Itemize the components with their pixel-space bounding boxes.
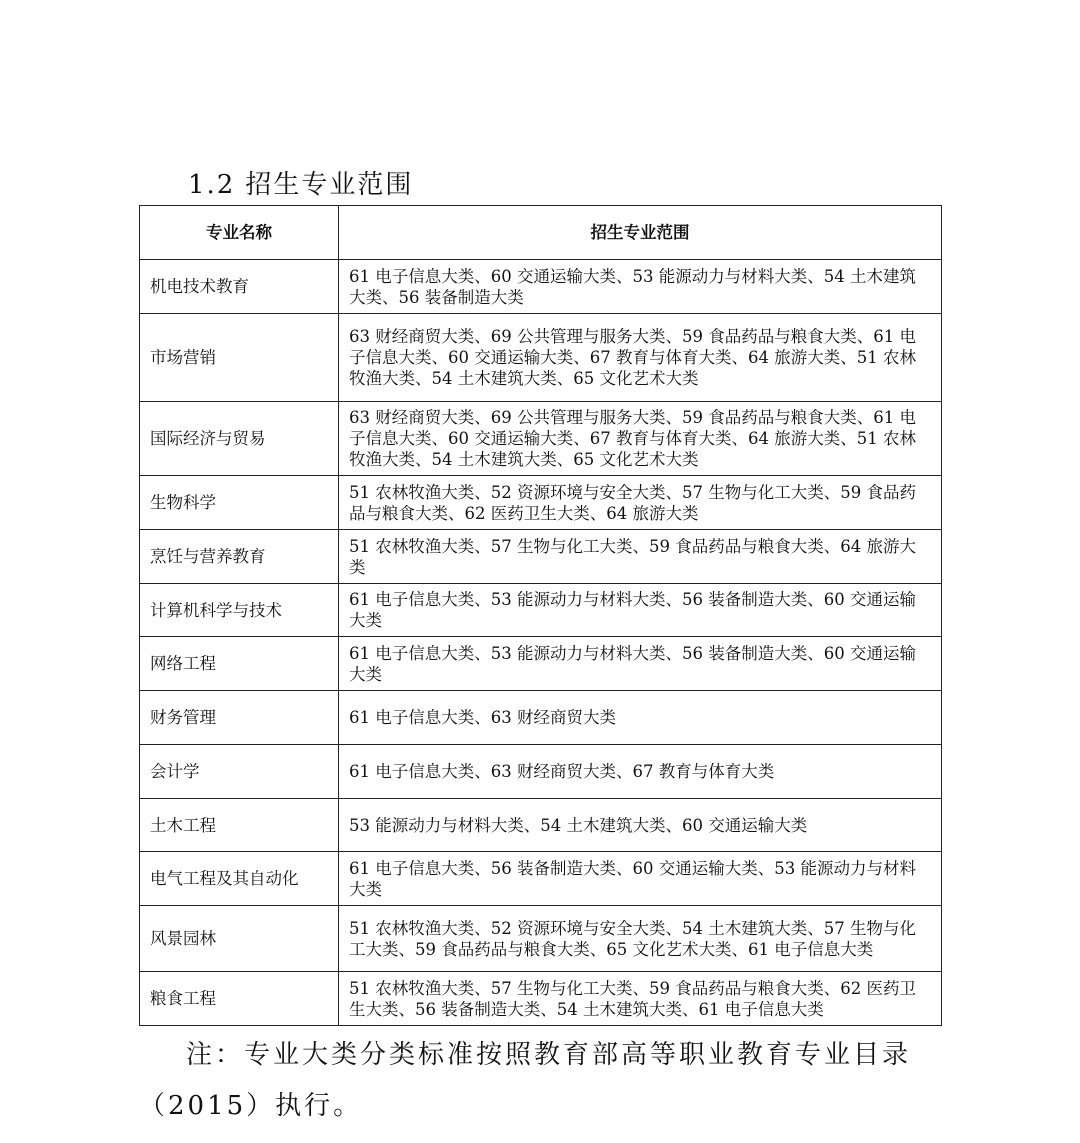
table-row (140, 906, 942, 972)
table-row (140, 584, 942, 637)
enrollment-scope-cell: 61 电子信息大类、63 财经商贸大类 (339, 691, 942, 745)
section-number: 1.2 (188, 170, 236, 200)
major-name-cell: 风景园林 (140, 906, 339, 972)
major-name-cell: 生物科学 (140, 476, 339, 530)
enrollment-scope-cell: 61 电子信息大类、60 交通运输大类、53 能源动力与材料大类、54 土木建筑大类、56 装备制造大类 (339, 260, 942, 314)
enrollment-scope-cell: 51 农林牧渔大类、52 资源环境与安全大类、57 生物与化工大类、59 食品药品与粮食大类、62 医药卫生大类、64 旅游大类 (339, 476, 942, 530)
major-name-cell: 机电技术教育 (140, 260, 339, 314)
major-name-cell: 网络工程 (140, 637, 339, 691)
table-row (140, 260, 942, 314)
column-header-enrollment-scope: 招生专业范围 (339, 206, 942, 260)
major-name-cell: 国际经济与贸易 (140, 402, 339, 476)
enrollment-scope-cell: 63 财经商贸大类、69 公共管理与服务大类、59 食品药品与粮食大类、61 电子信息大类、60 交通运输大类、67 教育与体育大类、64 旅游大类、51 农林牧渔大类、54 土木建筑大类、65 文化艺术大类 (339, 314, 942, 402)
major-name-cell: 市场营销 (140, 314, 339, 402)
section-heading (188, 166, 413, 204)
major-name-cell: 会计学 (140, 745, 339, 799)
table-row (140, 799, 942, 852)
major-name-cell: 电气工程及其自动化 (140, 852, 339, 906)
table-row (140, 745, 942, 799)
table-row (140, 691, 942, 745)
major-name-cell: 土木工程 (140, 799, 339, 852)
table-row (140, 402, 942, 476)
majors-table (139, 205, 942, 1026)
enrollment-scope-cell: 51 农林牧渔大类、57 生物与化工大类、59 食品药品与粮食大类、62 医药卫生大类、56 装备制造大类、54 土木建筑大类、61 电子信息大类 (339, 972, 942, 1026)
table-row (140, 852, 942, 906)
table-row (140, 972, 942, 1026)
note-line-2: （2015）执行。 (139, 1091, 363, 1121)
enrollment-scope-cell: 61 电子信息大类、53 能源动力与材料大类、56 装备制造大类、60 交通运输大类 (339, 637, 942, 691)
major-name-cell: 烹饪与营养教育 (140, 530, 339, 584)
enrollment-scope-cell: 51 农林牧渔大类、57 生物与化工大类、59 食品药品与粮食大类、64 旅游大类 (339, 530, 942, 584)
table-row (140, 637, 942, 691)
enrollment-scope-cell: 63 财经商贸大类、69 公共管理与服务大类、59 食品药品与粮食大类、61 电子信息大类、60 交通运输大类、67 教育与体育大类、64 旅游大类、51 农林牧渔大类、54 土木建筑大类、65 文化艺术大类 (339, 402, 942, 476)
section-title: 招生专业范围 (245, 170, 414, 200)
enrollment-scope-cell: 51 农林牧渔大类、52 资源环境与安全大类、54 土木建筑大类、57 生物与化工大类、59 食品药品与粮食大类、65 文化艺术大类、61 电子信息大类 (339, 906, 942, 972)
major-name-cell: 财务管理 (140, 691, 339, 745)
enrollment-scope-cell: 53 能源动力与材料大类、54 土木建筑大类、60 交通运输大类 (339, 799, 942, 852)
enrollment-scope-cell: 61 电子信息大类、53 能源动力与材料大类、56 装备制造大类、60 交通运输大类 (339, 584, 942, 637)
table-header-row (140, 206, 942, 260)
major-name-cell: 粮食工程 (140, 972, 339, 1026)
major-name-cell: 计算机科学与技术 (140, 584, 339, 637)
table-row (140, 476, 942, 530)
enrollment-scope-cell: 61 电子信息大类、63 财经商贸大类、67 教育与体育大类 (339, 745, 942, 799)
enrollment-scope-cell: 61 电子信息大类、56 装备制造大类、60 交通运输大类、53 能源动力与材料大类 (339, 852, 942, 906)
table-row (140, 530, 942, 584)
column-header-major-name: 专业名称 (140, 206, 339, 260)
table-row (140, 314, 942, 402)
note-line-1: 注：专业大类分类标准按照教育部高等职业教育专业目录 (186, 1040, 912, 1070)
